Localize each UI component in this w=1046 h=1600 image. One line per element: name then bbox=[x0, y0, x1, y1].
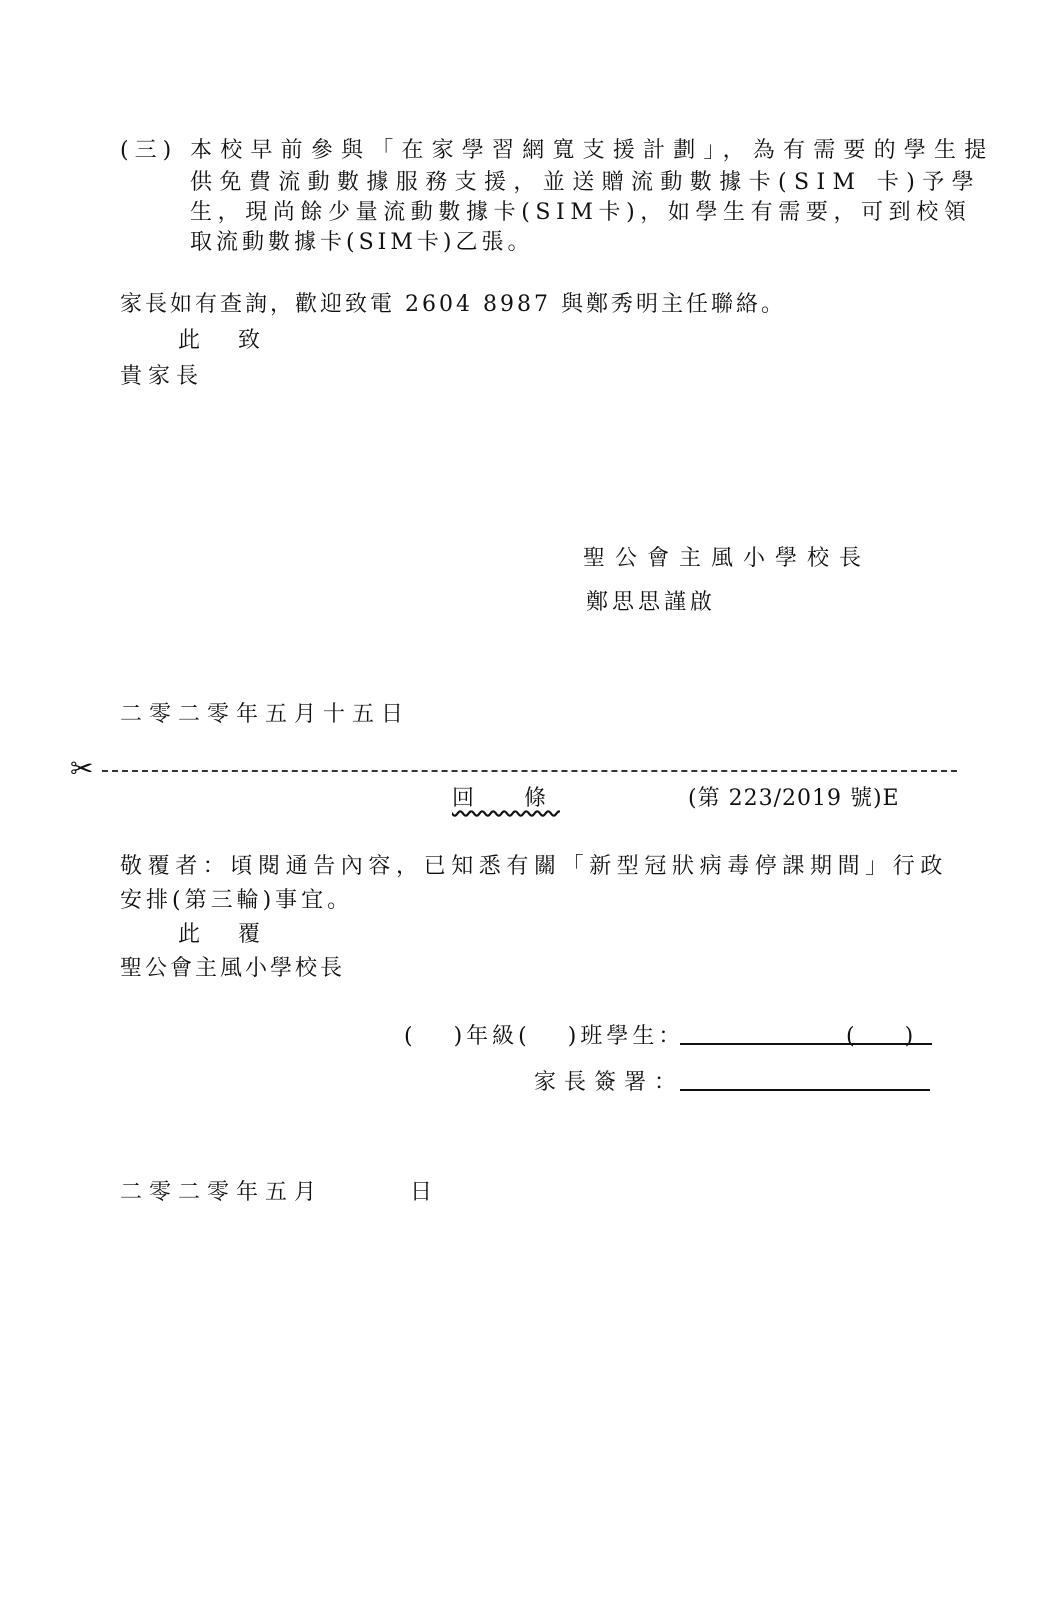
cut-line bbox=[102, 770, 957, 772]
item-marker: (三) bbox=[120, 138, 178, 163]
reply-slip-ref: (第 223/2019 號)E bbox=[688, 786, 900, 811]
notice-date: 二零二零年五月十五日 bbox=[120, 702, 411, 727]
item-line-4: 取流動數據卡(SIM卡)乙張。 bbox=[190, 230, 534, 255]
parent-signature-field[interactable] bbox=[680, 1089, 930, 1091]
reply-closing: 此 覆 bbox=[178, 922, 269, 947]
reply-slip-title: 回 條 bbox=[452, 786, 561, 811]
sender-title: 聖公會主風小學校長 bbox=[583, 546, 872, 571]
item-line-1: 本校早前參與「在家學習網寬支援計劃」，為有需要的學生提 bbox=[190, 138, 995, 163]
reply-recipient: 聖公會主風小學校長 bbox=[120, 956, 346, 981]
closing-salutation: 此 致 bbox=[178, 328, 269, 353]
reply-body-line-2: 安排(第三輪)事宜。 bbox=[120, 888, 354, 913]
scissors-icon: ✂ bbox=[70, 752, 94, 785]
reply-body-line-1: 敬覆者：頃閱通告內容，已知悉有關「新型冠狀病毒停課期間」行政 bbox=[120, 854, 949, 879]
student-number-paren: ( ) bbox=[846, 1024, 916, 1049]
item-line-2: 供免費流動數據服務支援，並送贈流動數據卡(SIM 卡)予學 bbox=[190, 170, 982, 195]
item-line-3: 生，現尚餘少量流動數據卡(SIM卡)，如學生有需要，可到校領 bbox=[190, 200, 972, 225]
sender-name: 鄭思思謹啟 bbox=[586, 590, 717, 615]
recipient: 貴家長 bbox=[120, 364, 205, 389]
parent-signature-label: 家長簽署： bbox=[534, 1070, 685, 1095]
reply-date: 二零二零年五月 日 bbox=[120, 1180, 440, 1205]
student-label: ( )年級( )班學生： bbox=[404, 1024, 685, 1049]
enquiry-text: 家長如有查詢，歡迎致電 2604 8987 與鄭秀明主任聯絡。 bbox=[120, 292, 786, 317]
